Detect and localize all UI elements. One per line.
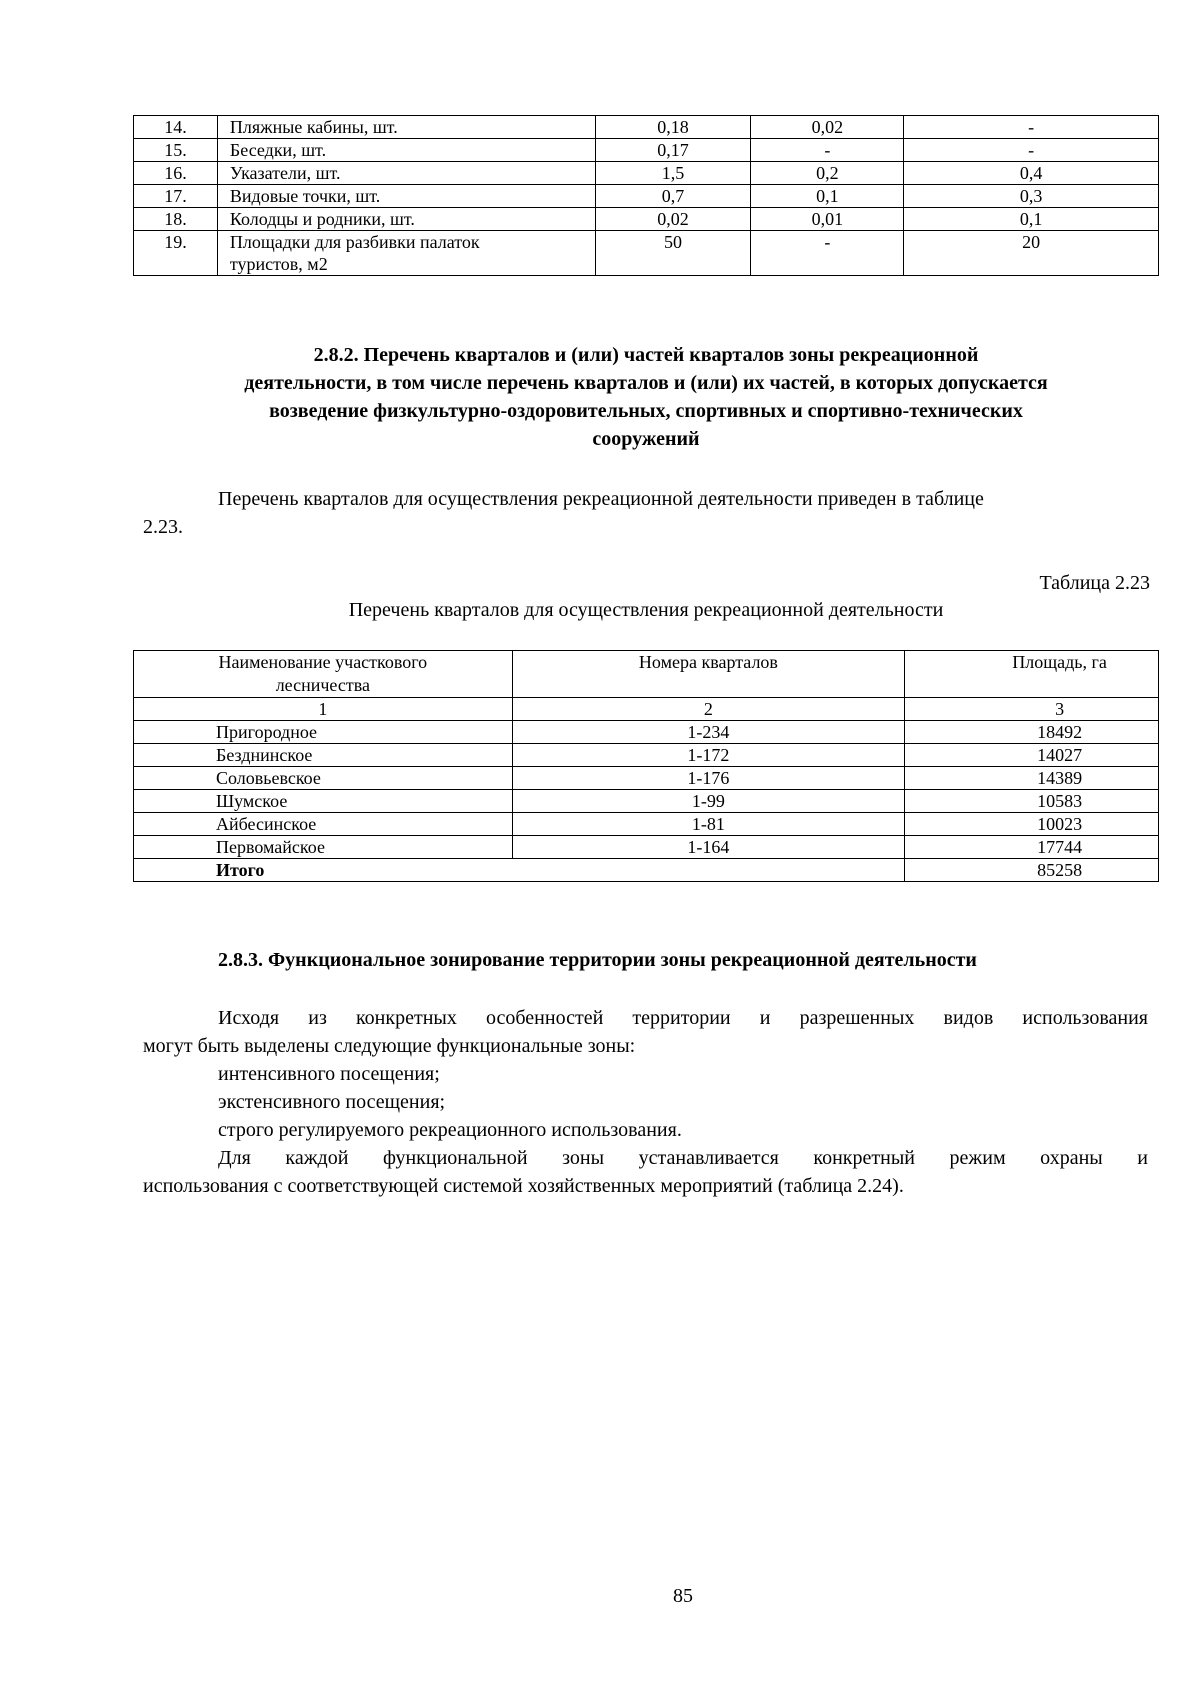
item-name-line-2: туристов, м2 [229,254,328,274]
quarter-numbers: 1-99 [512,790,904,813]
value-1: 1,5 [595,162,751,185]
table-row [134,231,1159,276]
value-1: 50 [595,231,751,276]
value-3: - [904,139,1159,162]
area-value: 10023 [905,813,1159,836]
table-row [134,744,1159,767]
header-line: лесничества [275,675,370,695]
paragraph-line: Перечень кварталов для осуществления рекреационной деятельности приведен в таблице [218,488,984,510]
area-value: 10583 [905,790,1159,813]
paragraph-line: Для каждой функциональной зоны устанавливается конкретный режим охраны и [218,1147,1148,1169]
column-header-forestry [134,651,513,698]
value-1: 0,02 [595,208,751,231]
row-number: 14. [134,116,218,139]
value-3: 0,3 [904,185,1159,208]
heading-line: сооружений [592,428,700,450]
value-1: 0,7 [595,185,751,208]
value-3: 0,4 [904,162,1159,185]
table-row [134,836,1159,859]
section-282-heading [133,341,1159,453]
total-label: Итого [134,859,905,882]
table-row [134,721,1159,744]
area-value: 14027 [905,744,1159,767]
recreation-infrastructure-table [133,115,1159,276]
value-2: - [751,139,904,162]
forestry-name: Соловьевское [134,767,513,790]
value-2: 0,02 [751,116,904,139]
paragraph-line: могут быть выделены следующие функциональные зоны: [143,1035,636,1057]
item-name: Видовые точки, шт. [217,185,595,208]
table-row [134,185,1159,208]
table-row [134,790,1159,813]
table-label: Таблица 2.23 [1039,572,1150,594]
heading-line: деятельности, в том числе перечень кварталов и (или) их частей, в которых допускается [244,372,1048,394]
item-name: Колодцы и родники, шт. [217,208,595,231]
quarter-numbers: 1-164 [512,836,904,859]
table-row [134,162,1159,185]
item-name: Беседки, шт. [217,139,595,162]
item-name: Пляжные кабины, шт. [217,116,595,139]
forestry-name: Пригородное [134,721,513,744]
row-number: 16. [134,162,218,185]
table-row [134,116,1159,139]
value-3: 20 [904,231,1159,276]
zone-item: строго регулируемого рекреационного использования. [218,1119,682,1141]
value-2: 0,1 [751,185,904,208]
table-row [134,767,1159,790]
paragraph-line: 2.23. [143,516,183,538]
zone-item: экстенсивного посещения; [218,1091,446,1113]
table-caption: Перечень кварталов для осуществления рекреационной деятельности [348,599,944,621]
value-1: 0,18 [595,116,751,139]
row-number: 15. [134,139,218,162]
value-3: 0,1 [904,208,1159,231]
total-row [134,859,1159,882]
value-2: - [751,231,904,276]
item-name: Указатели, шт. [217,162,595,185]
column-header-area: Площадь, га [905,651,1159,698]
quarter-numbers: 1-234 [512,721,904,744]
quarter-numbers: 1-81 [512,813,904,836]
row-number: 18. [134,208,218,231]
quarter-numbers: 1-172 [512,744,904,767]
area-value: 17744 [905,836,1159,859]
area-value: 14389 [905,767,1159,790]
total-area: 85258 [905,859,1159,882]
row-number: 19. [134,231,218,276]
value-2: 0,2 [751,162,904,185]
table-row [134,139,1159,162]
column-number: 2 [512,698,904,721]
column-header-quarters: Номера кварталов [512,651,904,698]
column-number-row [134,698,1159,721]
paragraph-line: Исходя из конкретных особенностей территории и разрешенных видов использования [218,1007,1148,1029]
page-number: 85 [673,1585,693,1607]
forestry-name: Шумское [134,790,513,813]
forestry-name: Айбесинское [134,813,513,836]
table-header-row [134,651,1159,698]
section-283-heading: 2.8.3. Функциональное зонирование территории зоны рекреационной деятельности [218,949,977,971]
column-number: 3 [905,698,1159,721]
value-3: - [904,116,1159,139]
quarter-numbers: 1-176 [512,767,904,790]
forestry-name: Безднинское [134,744,513,767]
area-value: 18492 [905,721,1159,744]
heading-line: возведение физкультурно-оздоровительных, спортивных и спортивно-технических [269,400,1023,422]
item-name-line-1: Площадки для разбивки палаток [229,232,480,252]
quarters-table [133,650,1159,882]
zone-item: интенсивного посещения; [218,1063,440,1085]
table-row [134,813,1159,836]
forestry-name: Первомайское [134,836,513,859]
paragraph-line: использования с соответствующей системой хозяйственных мероприятий (таблица 2.24). [143,1175,904,1197]
zoning-paragraph [143,1004,1148,1200]
value-2: 0,01 [751,208,904,231]
item-name [217,231,595,276]
heading-line: 2.8.2. Перечень кварталов и (или) частей кварталов зоны рекреационной [313,344,979,366]
column-number: 1 [134,698,513,721]
table-row [134,208,1159,231]
value-1: 0,17 [595,139,751,162]
row-number: 17. [134,185,218,208]
header-line: Наименование участкового [218,652,428,672]
